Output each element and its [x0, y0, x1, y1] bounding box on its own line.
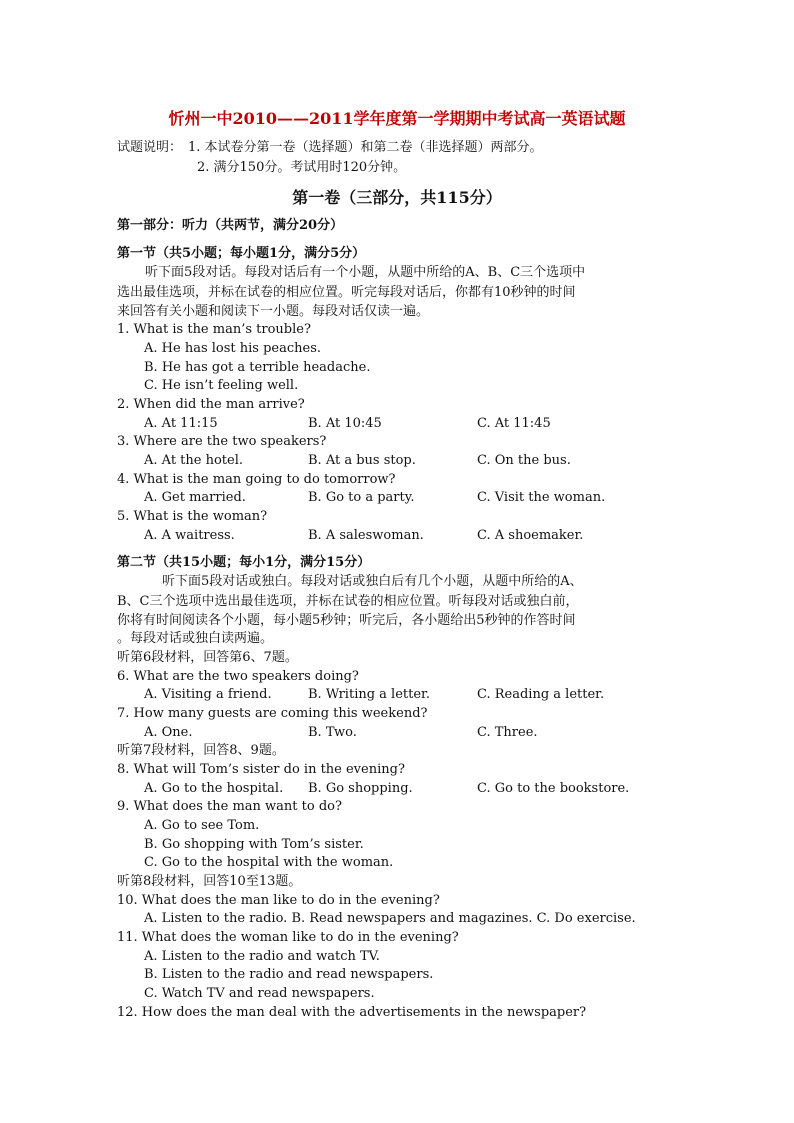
q8-option-c: C. Go to the bookstore.: [477, 781, 630, 796]
q10-stem: 10. What does the man like to do in the evening?: [117, 893, 440, 908]
q11-stem: 11. What does the woman like to do in the evening?: [117, 930, 459, 945]
q11-option-c: C. Watch TV and read newspapers.: [144, 986, 375, 1001]
q8-option-a: A. Go to the hospital.: [144, 781, 284, 796]
q6-stem: 6. What are the two speakers doing?: [117, 669, 359, 684]
q3-option-a: A. At the hotel.: [144, 453, 243, 468]
section2-intro-4: 。每段对话或独白读两遍。: [117, 631, 274, 646]
instructions-label: 试题说明：: [117, 140, 183, 155]
q3-stem: 3. Where are the two speakers?: [117, 434, 327, 449]
q2-stem: 2. When did the man arrive?: [117, 397, 305, 412]
q1-option-c: C. He isn’t feeling well.: [144, 378, 299, 393]
q11-option-b: B. Listen to the radio and read newspapers.: [144, 967, 434, 982]
section2-intro-3: 你将有时间阅读各个小题，每小题5秒钟；听完后，各小题给出5秒钟的作答时间: [117, 613, 576, 628]
section2-intro-1: 听下面5段对话或独白。每段对话或独白后有几个小题，从题中所给的A、: [162, 574, 583, 589]
material-8-note: 听第8段材料，回答10至13题。: [117, 874, 302, 889]
q12-stem: 12. How does the man deal with the advertisements in the newspaper?: [117, 1005, 587, 1020]
q2-option-c: C. At 11:45: [477, 416, 551, 431]
q5-option-a: A. A waitress.: [144, 528, 235, 543]
q11-option-a: A. Listen to the radio and watch TV.: [144, 949, 380, 964]
q7-option-b: B. Two.: [308, 725, 357, 740]
q5-stem: 5. What is the woman?: [117, 509, 268, 524]
q9-option-c: C. Go to the hospital with the woman.: [144, 855, 394, 870]
q8-stem: 8. What will Tom’s sister do in the evening?: [117, 762, 405, 777]
q9-stem: 9. What does the man want to do?: [117, 799, 342, 814]
section1-intro-2: 选出最佳选项，并标在试卷的相应位置。听完每段对话后，你都有10秒钟的时间: [117, 285, 576, 300]
q6-option-a: A. Visiting a friend.: [144, 687, 272, 702]
q4-stem: 4. What is the man going to do tomorrow?: [117, 472, 396, 487]
q2-option-b: B. At 10:45: [308, 416, 382, 431]
q9-option-a: A. Go to see Tom.: [144, 818, 260, 833]
q7-option-a: A. One.: [144, 725, 193, 740]
q8-option-b: B. Go shopping.: [308, 781, 413, 796]
q4-option-c: C. Visit the woman.: [477, 490, 606, 505]
instruction-2: 2. 满分150分。考试用时120分钟。: [197, 160, 407, 175]
q3-option-c: C. On the bus.: [477, 453, 571, 468]
section2-title: 第二节（共15小题；每小1分，满分15分）: [117, 555, 371, 570]
instruction-1: 1. 本试卷分第一卷（选择题）和第二卷（非选择题）两部分。: [188, 140, 543, 155]
q4-option-a: A. Get married.: [144, 490, 246, 505]
q3-option-b: B. At a bus stop.: [308, 453, 416, 468]
q5-option-b: B. A saleswoman.: [308, 528, 424, 543]
q1-option-a: A. He has lost his peaches.: [144, 341, 322, 356]
section1-intro-3: 来回答有关小题和阅读下一小题。每段对话仅读一遍。: [117, 304, 430, 319]
q7-option-c: C. Three.: [477, 725, 538, 740]
material-7-note: 听第7段材料，回答8、9题。: [117, 743, 285, 758]
exam-title: 忻州一中2010——2011学年度第一学期期中考试高一英语试题: [168, 109, 626, 128]
section1-intro-1: 听下面5段对话。每段对话后有一个小题，从题中所给的A、B、C三个选项中: [145, 265, 586, 280]
q10-options: A. Listen to the radio. B. Read newspapers and magazines. C. Do exercise.: [144, 911, 636, 926]
q6-option-c: C. Reading a letter.: [477, 687, 605, 702]
material-6-note: 听第6段材料，回答第6、7题。: [117, 650, 298, 665]
volume1-title: 第一卷（三部分，共115分）: [292, 188, 502, 207]
q2-option-a: A. At 11:15: [144, 416, 218, 431]
q5-option-c: C. A shoemaker.: [477, 528, 584, 543]
part1-title: 第一部分：听力（共两节，满分20分）: [117, 218, 344, 233]
q7-stem: 7. How many guests are coming this weekend?: [117, 706, 428, 721]
section1-title: 第一节（共5小题；每小题1分，满分5分）: [117, 246, 366, 261]
q6-option-b: B. Writing a letter.: [308, 687, 430, 702]
q1-stem: 1. What is the man’s trouble?: [117, 322, 311, 337]
q9-option-b: B. Go shopping with Tom’s sister.: [144, 837, 364, 852]
q1-option-b: B. He has got a terrible headache.: [144, 360, 371, 375]
q4-option-b: B. Go to a party.: [308, 490, 415, 505]
section2-intro-2: B、C三个选项中选出最佳选项，并标在试卷的相应位置。听每段对话或独白前，: [117, 594, 579, 609]
